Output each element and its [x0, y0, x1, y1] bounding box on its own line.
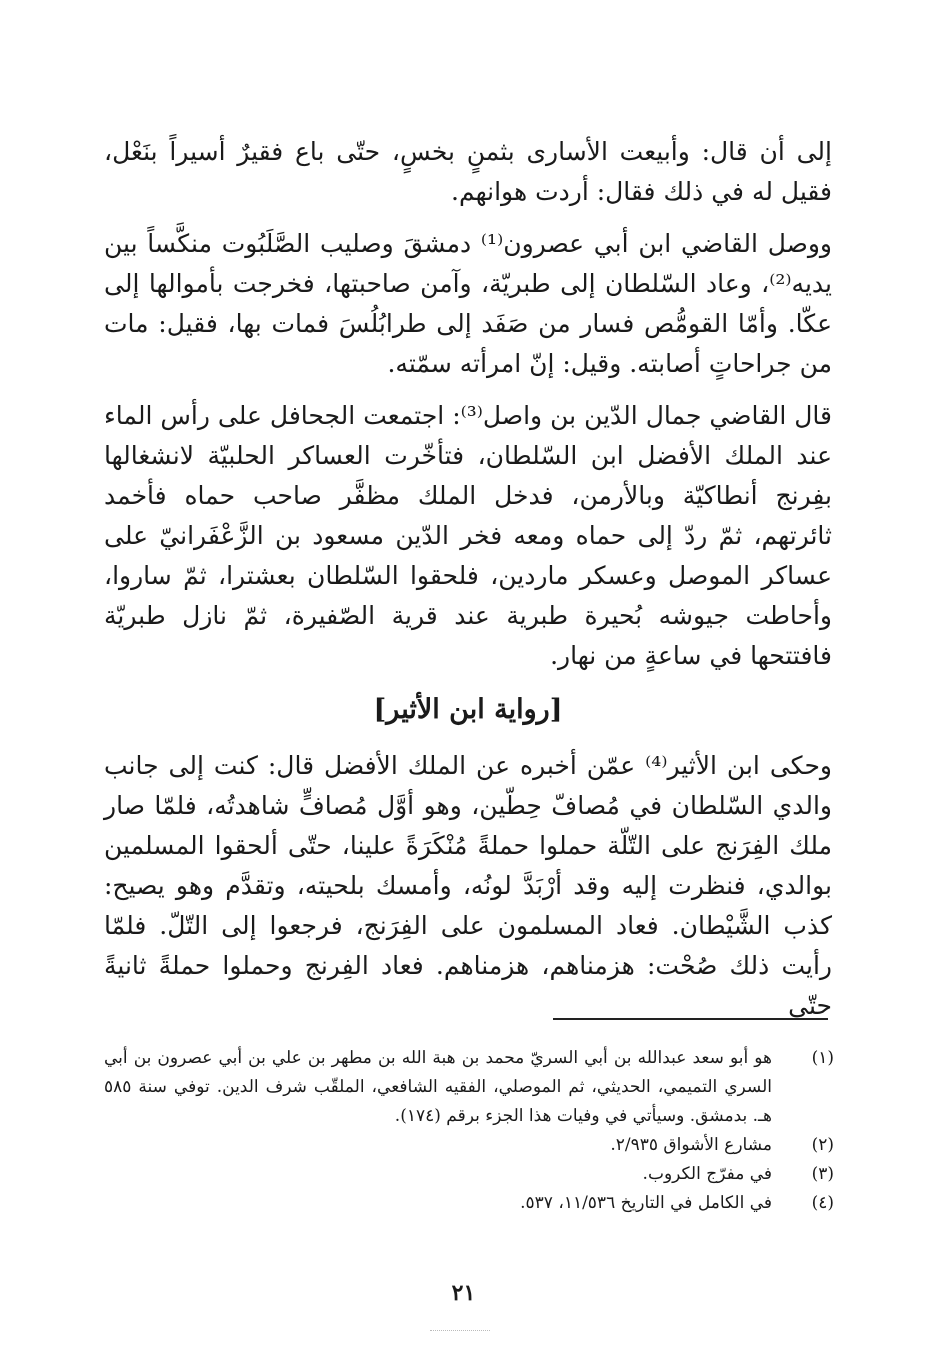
paragraph-text: ووصل القاضي ابن أبي عصرون⁽¹⁾ دمشقَ وصليب الصَّلَبُوت منكَّساً بين يديه⁽²⁾، وعاد السّلطان إلى طبريّة، وآمن صاحبتها، فخرجت بأموالها إلى عكّا. وأمّا القومُّص فسار من صَفَد إلى طرابُلُسَ فمات بها، فقيل: مات من جراحاتٍ أصابته. وقيل: إنّ امرأته سمّته.: [104, 229, 832, 378]
footnote-text: مشارع الأشواق ٢/٩٣٥.: [610, 1135, 772, 1155]
paragraph-3: [104, 396, 832, 676]
scan-artifact: [430, 1330, 490, 1333]
footnote-number: (٢): [811, 1135, 834, 1155]
footnote-text: في مفرّج الكروب.: [642, 1164, 772, 1184]
paragraph-4: [104, 746, 832, 1026]
footnotes: [104, 1044, 834, 1218]
paragraph-text: إلى أن قال: وأبيعت الأسارى بثمنٍ بخسٍ، حتّى باع فقيرٌ أسيراً بنَعْل، فقيل له في ذلك فقال: أردت هوانهم.: [104, 137, 832, 206]
footnote-number: (٣): [811, 1164, 834, 1184]
footnote-text: هو أبو سعد عبدالله بن أبي السريّ محمد بن هبة الله بن مطهر بن علي بن أبي عصرون بن أبي السري التميمي، الحديثي، ثم الموصلي، الفقيه الشافعي، الملقّب شرف الدين. توفي سنة ٥٨٥ هـ. بدمشق. وسيأتي في وفيات هذا الجزء برقم (١٧٤).: [104, 1048, 772, 1126]
footnote-1: [104, 1044, 834, 1131]
paragraph-2: [104, 224, 832, 384]
page-number: ٢١: [451, 1280, 476, 1306]
footnote-divider: [553, 1018, 828, 1020]
footnote-number: (١): [811, 1048, 834, 1068]
page-body: [104, 132, 832, 1038]
paragraph-text: قال القاضي جمال الدّين بن واصل⁽³⁾: اجتمعت الجحافل على رأس الماء عند الملك الأفضل ابن السّلطان، فتأخّرت العساكر الحلبيّة لانشغالها بفِرنج أنطاكيّة وبالأرمن، فدخل الملك مظفَّر صاحب حماه فأخمد ثائرتهم، ثمّ ردّ إلى حماه ومعه فخر الدّين مسعود بن الزَّعْفَرانيّ على عساكر الموصل وعسكر ماردين، فلحقوا السّلطان بعشترا، ثمّ ساروا، وأحاطت جيوشه بُحيرة طبرية عند قرية الصّفيرة، ثمّ نازل طبريّة فافتتحها في ساعةٍ من نهار.: [104, 401, 832, 670]
footnote-4: [104, 1189, 834, 1218]
footnote-text: في الكامل في التاريخ ١١/٥٣٦، ٥٣٧.: [520, 1193, 772, 1213]
section-heading: [رواية ابن الأثير]: [373, 694, 563, 725]
footnote-number: (٤): [811, 1193, 834, 1213]
footnote-2: [104, 1131, 834, 1160]
paragraph-text: وحكى ابن الأثير⁽⁴⁾ عمّن أخبره عن الملك الأفضل قال: كنت إلى جانب والدي السّلطان في مُصافّ حِطّين، وهو أوَّل مُصافٍّ شاهدتُه، فلمّا صار ملك الفِرَنج على التّلّة حملوا حملةً مُنْكَرَةً علينا، حتّى ألحقوا المسلمين بوالدي، فنظرت إليه وقد أرْبَدَّ لونُه، وأمسك بلحيته، وتقدَّم وهو يصيح: كذب الشَّيْطان. فعاد المسلمون على الفِرَنج، فرجعوا إلى التّلّ. فلمّا رأيت ذلك صُحْت: هزمناهم، هزمناهم. فعاد الفِرنج وحملوا حملةً ثانيةً حتّى: [104, 751, 832, 1020]
paragraph-1: [104, 132, 832, 212]
footnote-3: [104, 1160, 834, 1189]
